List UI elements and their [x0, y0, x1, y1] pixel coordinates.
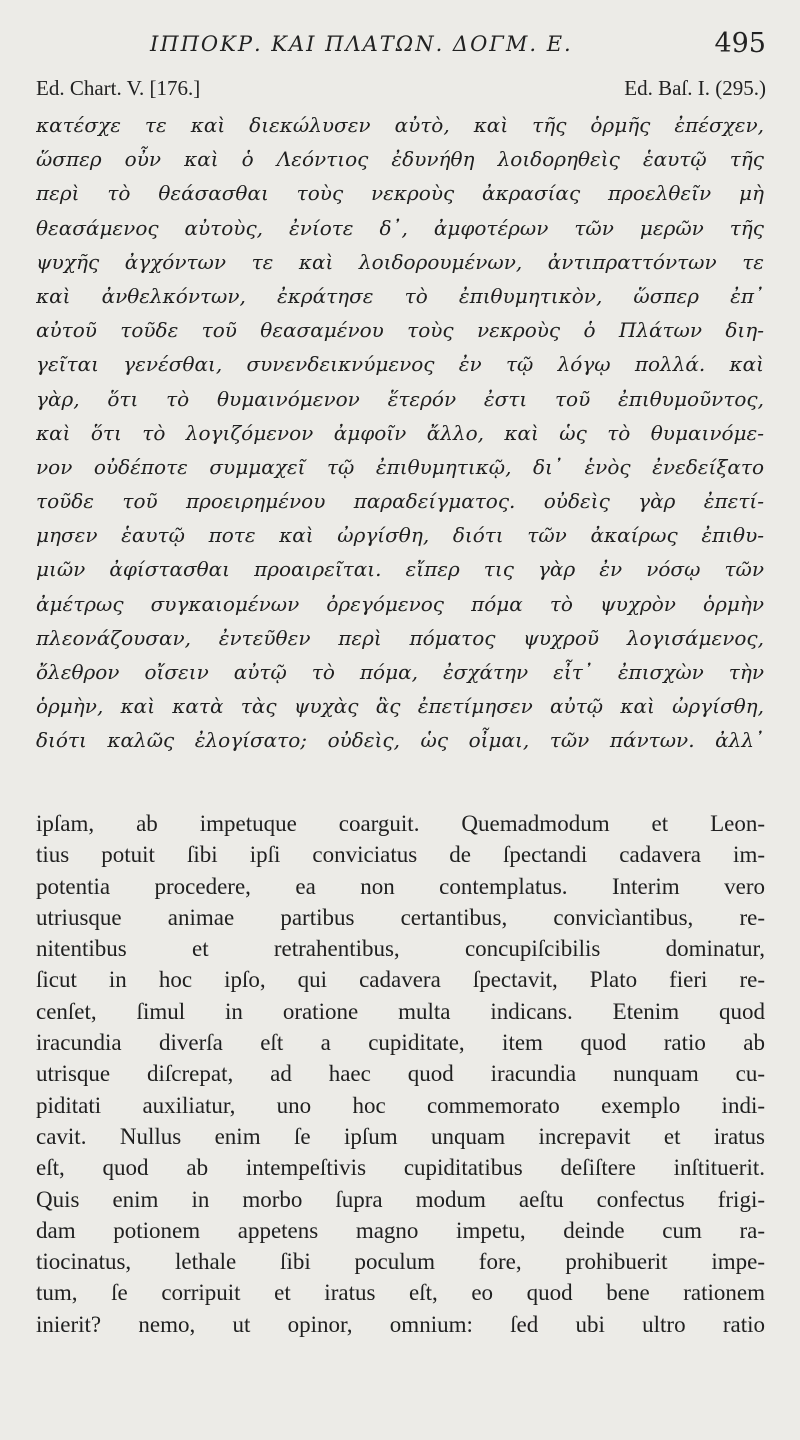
latin-text-line: utrisque diſcrepat, ad haec quod iracundia nunquam cu-: [36, 1061, 765, 1087]
greek-text-line: μησεν ἑαυτῷ ποτε καὶ ὠργίσθη, διότι τῶν ἀκαίρως ἐπιθυ-: [36, 523, 764, 548]
greek-text-line: γεῖται γενέσθαι, συνενδεικνύμενος ἐν τῷ λόγῳ πολλά. καὶ: [36, 352, 764, 377]
latin-text-line: inierit? nemo, ut opinor, omnium: ſed ubi ultro ratio: [36, 1311, 765, 1337]
greek-text-line: ψυχῆς ἀγχόντων τε καὶ λοιδορουμένων, ἀντιπραττόντων τε: [36, 249, 764, 274]
latin-text-line: piditati auxiliatur, uno hoc commemorato exemplo indi-: [36, 1092, 765, 1118]
latin-text-line: Quis enim in morbo ſupra modum aeſtu confectus frigi-: [36, 1186, 765, 1212]
greek-text-line: περὶ τὸ θεάσασθαι τοὺς νεκροὺς ἀκρασίας προελθεῖν μὴ: [36, 181, 764, 206]
greek-text-line: γὰρ, ὅτι τὸ θυμαινόμενον ἕτερόν ἐστι τοῦ ἐπιθυμοῦντος,: [36, 386, 764, 411]
edition-reference-line: [36, 76, 766, 104]
greek-text-line: καὶ ὅτι τὸ λογιζόμενον ἀμφοῖν ἄλλο, καὶ ὡς τὸ θυμαινόμε-: [36, 420, 764, 445]
greek-text-line: ὁρμὴν, καὶ κατὰ τὰς ψυχὰς ἃς ἐπετίμησεν αὐτῷ καὶ ὠργίσθη,: [36, 694, 764, 719]
running-head: [36, 28, 766, 68]
page-number: 495: [714, 28, 766, 59]
greek-text-line: νον οὐδέποτε συμμαχεῖ τῷ ἐπιθυμητικῷ, δι᾽ ἑνὸς ἐνεδείξατο: [36, 454, 764, 479]
latin-text-line: tum, ſe corripuit et iratus eſt, eo quod bene rationem: [36, 1280, 765, 1306]
greek-text-line: μιῶν ἀφίστασθαι προαιρεῖται. εἴπερ τις γὰρ ἐν νόσῳ τῶν: [36, 557, 764, 582]
greek-text-line: καὶ ἀνθελκόντων, ἐκράτησε τὸ ἐπιθυμητικὸν, ὥσπερ ἐπ᾽: [36, 283, 764, 308]
latin-translation-block: [36, 808, 765, 1340]
latin-text-line: tius potuit ſibi ipſi conviciatus de ſpectandi cadavera im-: [36, 842, 765, 868]
latin-text-line: cavit. Nullus enim ſe ipſum unquam increpavit et iratus: [36, 1123, 765, 1149]
latin-text-line: tiocinatus, lethale ſibi poculum fore, prohibuerit impe-: [36, 1249, 765, 1275]
greek-text-line: ἀμέτρως συγκαιομένων ὀρεγόμενος πόμα τὸ ψυχρὸν ὁρμὴν: [36, 591, 764, 616]
latin-text-line: iracundia diverſa eſt a cupiditate, item quod ratio ab: [36, 1030, 765, 1056]
greek-text-line: τοῦδε τοῦ προειρημένου παραδείγματος. οὐδεὶς γὰρ ἐπετί-: [36, 489, 764, 514]
greek-text-line: κατέσχε τε καὶ διεκώλυσεν αὐτὸ, καὶ τῆς ὁρμῆς ἐπέσχεν,: [36, 113, 764, 137]
greek-text-line: ὄλεθρον οἴσειν αὐτῷ τὸ πόμα, ἐσχάτην εἶτ᾽ ἐπισχὼν τὴν: [36, 660, 764, 684]
latin-text-line: nitentibus et retrahentibus, concupiſcibilis dominatur,: [36, 936, 765, 962]
greek-text-line: διότι καλῶς ἐλογίσατο; οὐδεὶς, ὡς οἶμαι, τῶν πάντων. ἀλλ᾽: [36, 728, 764, 753]
latin-text-line: ipſam, ab impetuque coarguit. Quemadmodum et Leon-: [36, 811, 765, 836]
greek-text-block: [36, 108, 764, 758]
latin-text-line: utriusque animae partibus certantibus, convicìantibus, re-: [36, 904, 765, 930]
edition-chartier-reference: Ed. Chart. V. [176.]: [36, 76, 201, 100]
greek-text-line: θεασάμενος αὐτοὺς, ἐνίοτε δ᾽, ἀμφοτέρων τῶν μερῶν τῆς: [36, 215, 764, 240]
latin-text-line: cenſet, ſimul in oratione multa indicans. Etenim quod: [36, 998, 765, 1024]
latin-text-line: ſicut in hoc ipſo, qui cadavera ſpectavit, Plato fieri re-: [36, 967, 765, 993]
greek-text-line: πλεονάζουσαν, ἐντεῦθεν περὶ πόματος ψυχροῦ λογισάμενος,: [36, 625, 764, 650]
running-title: ΙΠΠΟΚΡ. ΚΑΙ ΠΛΑΤΩΝ. ΔΟΓΜ. Ε.: [150, 32, 573, 56]
latin-text-line: potentia procedere, ea non contemplatus. Interim vero: [36, 873, 765, 899]
greek-text-line: αὐτοῦ τοῦδε τοῦ θεασαμένου τοὺς νεκροὺς ὁ Πλάτων διη-: [36, 318, 764, 343]
latin-text-line: eſt, quod ab intempeſtivis cupiditatibus deſiſtere inſtituerit.: [36, 1155, 765, 1181]
edition-basel-reference: Ed. Baſ. I. (295.): [624, 76, 766, 100]
latin-text-line: dam potionem appetens magno impetu, deinde cum ra-: [36, 1217, 765, 1243]
greek-text-line: ὥσπερ οὖν καὶ ὁ Λεόντιος ἐδυνήθη λοιδορηθεὶς ἑαυτῷ τῆς: [36, 147, 764, 172]
